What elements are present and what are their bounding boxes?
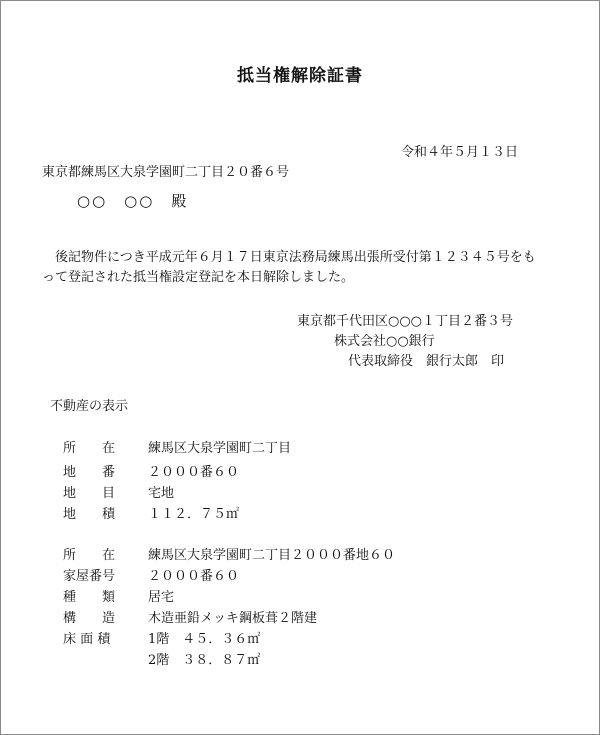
land-location-value: 練馬区大泉学園町二丁目 bbox=[148, 441, 292, 456]
building-type-label: 種 類 bbox=[63, 590, 116, 605]
building-location-value: 練馬区大泉学園町二丁目２０００番地６０ bbox=[148, 548, 396, 563]
document-title: 抵当権解除証書 bbox=[237, 66, 363, 86]
land-area-label: 地 積 bbox=[63, 507, 116, 522]
issuer-representative: 代表取締役 銀行太郎 印 bbox=[348, 354, 505, 369]
property-heading: 不動産の表示 bbox=[50, 399, 129, 414]
land-location-label: 所 在 bbox=[63, 441, 116, 456]
land-category-label: 地 目 bbox=[63, 486, 116, 501]
building-floor-area-value-1: 1階 ４５．３６㎡ bbox=[148, 632, 261, 647]
building-location-label: 所 在 bbox=[63, 548, 116, 563]
building-number-value: ２０００番６０ bbox=[148, 569, 240, 584]
land-lot-number-label: 地 番 bbox=[63, 465, 116, 480]
recipient-address: 東京都練馬区大泉学園町二丁目２０番６号 bbox=[42, 165, 290, 180]
building-floor-area-label: 床 面 積 bbox=[63, 632, 111, 647]
issuer-address: 東京都千代田区○○○１丁目２番３号 bbox=[297, 314, 514, 329]
building-structure-label: 構 造 bbox=[63, 611, 116, 626]
building-type-value: 居宅 bbox=[148, 590, 175, 605]
recipient-name: ○○ ○○ 殿 bbox=[77, 192, 189, 210]
land-category-value: 宅地 bbox=[148, 486, 175, 501]
issuer-company: 株式会社○○銀行 bbox=[334, 334, 435, 349]
building-floor-area-value-2: 2階 ３８．８７㎡ bbox=[148, 653, 261, 668]
building-structure-value: 木造亜鉛メッキ鋼板葺２階建 bbox=[148, 611, 318, 626]
land-lot-number-value: ２０００番６０ bbox=[148, 465, 240, 480]
body-text-line-2: って登記された抵当権設定登記を本日解除しました。 bbox=[42, 270, 355, 285]
body-text-line-1: 後記物件につき平成元年６月１７日東京法務局練馬出張所受付第１２３４５号をも bbox=[42, 250, 536, 265]
issue-date: 令和４年５月１３日 bbox=[400, 145, 518, 160]
building-number-label: 家屋番号 bbox=[63, 569, 116, 584]
land-area-value: １１２．７５㎡ bbox=[148, 507, 240, 522]
